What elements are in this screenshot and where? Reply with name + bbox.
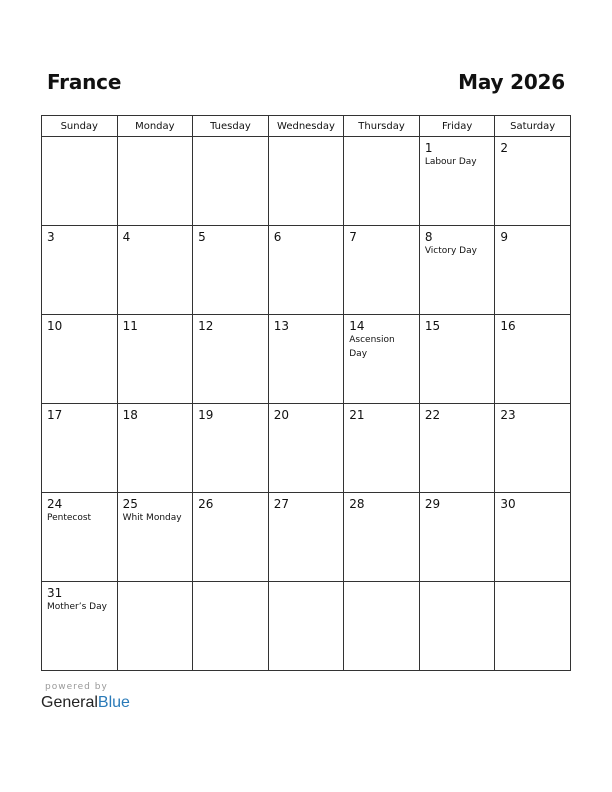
day-cell bbox=[117, 493, 193, 582]
day-cell bbox=[42, 137, 118, 226]
day-cell bbox=[193, 137, 269, 226]
weekday-header-row bbox=[42, 116, 571, 137]
day-number: 9 bbox=[500, 230, 509, 244]
calendar-grid bbox=[41, 115, 571, 671]
day-cell bbox=[344, 137, 420, 226]
day-cell bbox=[344, 404, 420, 493]
day-number: 5 bbox=[198, 230, 206, 244]
day-cell bbox=[117, 137, 193, 226]
day-number: 18 bbox=[122, 408, 138, 422]
day-number: 24 bbox=[47, 497, 63, 511]
holiday-label: Mother’s Day bbox=[47, 602, 107, 612]
day-number: 14 bbox=[349, 319, 365, 333]
day-cell bbox=[193, 226, 269, 315]
day-cell bbox=[495, 226, 571, 315]
weekday-header: Friday bbox=[419, 116, 495, 137]
day-cell bbox=[193, 404, 269, 493]
day-cell bbox=[344, 226, 420, 315]
day-number: 25 bbox=[122, 497, 138, 511]
day-number: 2 bbox=[500, 141, 509, 155]
day-cell bbox=[193, 582, 269, 671]
day-cell bbox=[344, 315, 420, 404]
calendar-body bbox=[42, 137, 571, 671]
weekday-header: Thursday bbox=[344, 116, 420, 137]
day-number: 17 bbox=[47, 408, 63, 422]
day-number: 4 bbox=[122, 230, 131, 244]
day-cell bbox=[268, 493, 344, 582]
day-cell bbox=[117, 404, 193, 493]
logo-text-blue: Blue bbox=[97, 694, 130, 711]
day-cell bbox=[419, 226, 495, 315]
week-row bbox=[42, 404, 571, 493]
day-cell bbox=[268, 137, 344, 226]
country-title: France bbox=[47, 70, 122, 94]
day-number: 20 bbox=[273, 408, 289, 422]
day-cell bbox=[419, 137, 495, 226]
day-cell bbox=[117, 582, 193, 671]
day-cell bbox=[344, 493, 420, 582]
day-number: 15 bbox=[424, 319, 441, 333]
day-cell bbox=[42, 315, 118, 404]
day-cell bbox=[268, 315, 344, 404]
day-number: 22 bbox=[424, 408, 441, 422]
week-row bbox=[42, 226, 571, 315]
day-cell bbox=[495, 137, 571, 226]
weekday-header: Tuesday bbox=[193, 116, 269, 137]
day-number: 26 bbox=[198, 497, 214, 511]
week-row bbox=[42, 137, 571, 226]
day-number: 21 bbox=[349, 408, 365, 422]
weekday-header: Saturday bbox=[495, 116, 571, 137]
day-cell bbox=[42, 404, 118, 493]
day-cell bbox=[193, 315, 269, 404]
day-cell bbox=[42, 582, 118, 671]
day-cell bbox=[419, 493, 495, 582]
day-cell bbox=[193, 493, 269, 582]
day-number: 7 bbox=[349, 230, 357, 244]
day-cell bbox=[268, 582, 344, 671]
day-cell bbox=[495, 404, 571, 493]
day-number: 23 bbox=[500, 408, 516, 422]
day-number: 10 bbox=[47, 319, 63, 333]
day-cell bbox=[495, 493, 571, 582]
day-number: 16 bbox=[500, 319, 516, 333]
holiday-label: Labour Day bbox=[424, 157, 477, 167]
powered-by-text: powered by bbox=[45, 682, 108, 692]
day-cell bbox=[268, 226, 344, 315]
day-number: 6 bbox=[273, 230, 282, 244]
day-cell bbox=[419, 315, 495, 404]
holiday-label: Pentecost bbox=[47, 513, 92, 523]
day-number: 3 bbox=[47, 230, 55, 244]
generalblue-logo bbox=[41, 694, 130, 712]
week-row bbox=[42, 493, 571, 582]
day-cell bbox=[42, 493, 118, 582]
weekday-header: Monday bbox=[117, 116, 193, 137]
day-cell bbox=[117, 315, 193, 404]
weekday-header: Wednesday bbox=[268, 116, 344, 137]
day-cell bbox=[419, 582, 495, 671]
day-cell bbox=[117, 226, 193, 315]
day-number: 12 bbox=[198, 319, 214, 333]
day-cell bbox=[419, 404, 495, 493]
day-cell bbox=[344, 582, 420, 671]
day-number: 13 bbox=[273, 319, 289, 333]
day-number: 29 bbox=[424, 497, 441, 511]
holiday-label: Whit Monday bbox=[122, 513, 182, 523]
day-number: 19 bbox=[198, 408, 214, 422]
day-cell bbox=[495, 315, 571, 404]
day-cell bbox=[42, 226, 118, 315]
logo-text-general: General bbox=[41, 694, 98, 711]
day-number: 8 bbox=[424, 230, 433, 244]
holiday-label: Ascension Day bbox=[349, 335, 395, 359]
day-cell bbox=[495, 582, 571, 671]
day-cell bbox=[268, 404, 344, 493]
day-number: 31 bbox=[47, 586, 63, 600]
month-year-title: May 2026 bbox=[458, 70, 565, 94]
week-row bbox=[42, 315, 571, 404]
weekday-header: Sunday bbox=[42, 116, 118, 137]
day-number: 27 bbox=[273, 497, 289, 511]
day-number: 28 bbox=[349, 497, 365, 511]
day-number: 30 bbox=[500, 497, 516, 511]
day-number: 1 bbox=[424, 141, 433, 155]
week-row bbox=[42, 582, 571, 671]
holiday-label: Victory Day bbox=[424, 246, 477, 256]
day-number: 11 bbox=[122, 319, 138, 333]
